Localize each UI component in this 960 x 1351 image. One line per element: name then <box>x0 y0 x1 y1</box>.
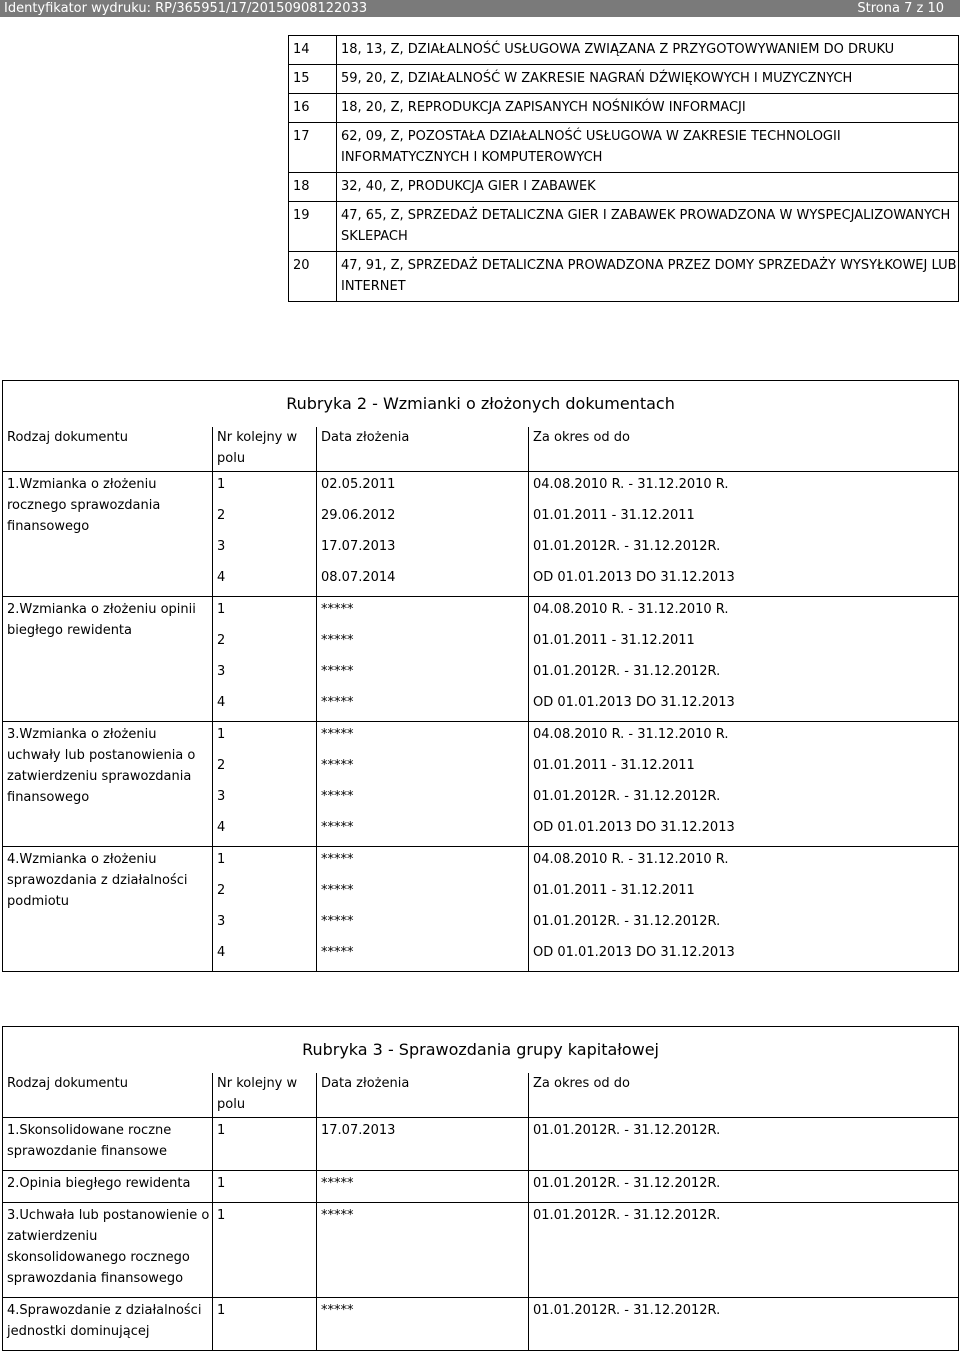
activity-number: 17 <box>289 123 337 173</box>
document-row <box>3 847 959 879</box>
activities-table <box>288 35 959 302</box>
activity-description: 18, 20, Z, REPRODUKCJA ZAPISANYCH NOŚNIKÓW INFORMACJI <box>337 94 959 123</box>
header-doc-type: Rodzaj dokumentu <box>3 427 213 472</box>
document-date: ***** <box>317 722 529 754</box>
group-report-type: 3.Uchwała lub postanowienie o zatwierdzeniu skonsolidowanego rocznego sprawozdania finansowego <box>3 1203 213 1298</box>
document-period: OD 01.01.2013 DO 31.12.2013 <box>529 690 959 722</box>
document-period: 04.08.2010 R. - 31.12.2010 R. <box>529 597 959 629</box>
document-date: 02.05.2011 <box>317 472 529 504</box>
document-date: 08.07.2014 <box>317 565 529 597</box>
group-report-date: 17.07.2013 <box>317 1118 529 1171</box>
document-date: ***** <box>317 878 529 909</box>
activity-number: 20 <box>289 252 337 302</box>
document-date: 17.07.2013 <box>317 534 529 565</box>
print-identifier: Identyfikator wydruku: RP/365951/17/20150908122033 <box>4 1 368 16</box>
document-date: ***** <box>317 628 529 659</box>
header-number: Nr kolejny w polu <box>213 1073 317 1118</box>
group-report-row <box>3 1171 959 1203</box>
document-number: 3 <box>213 784 317 815</box>
document-period: 01.01.2012R. - 31.12.2012R. <box>529 784 959 815</box>
group-report-row <box>3 1203 959 1298</box>
activity-description: 59, 20, Z, DZIAŁALNOŚĆ W ZAKRESIE NAGRAŃ DŹWIĘKOWYCH I MUZYCZNYCH <box>337 65 959 94</box>
document-number: 1 <box>213 597 317 629</box>
document-period: 04.08.2010 R. - 31.12.2010 R. <box>529 472 959 504</box>
activity-number: 14 <box>289 36 337 65</box>
document-date: ***** <box>317 690 529 722</box>
group-report-period: 01.01.2012R. - 31.12.2012R. <box>529 1171 959 1203</box>
document-date: ***** <box>317 815 529 847</box>
header-date: Data złożenia <box>317 1073 529 1118</box>
document-date: ***** <box>317 784 529 815</box>
document-number: 1 <box>213 847 317 879</box>
group-report-number: 1 <box>213 1203 317 1298</box>
activity-row <box>289 36 959 65</box>
document-date: 29.06.2012 <box>317 503 529 534</box>
activity-number: 18 <box>289 173 337 202</box>
document-type: 2.Wzmianka o złożeniu opinii biegłego rewidenta <box>3 597 213 722</box>
document-date: ***** <box>317 753 529 784</box>
document-period: 01.01.2011 - 31.12.2011 <box>529 753 959 784</box>
activity-description: 62, 09, Z, POZOSTAŁA DZIAŁALNOŚĆ USŁUGOWA W ZAKRESIE TECHNOLOGII INFORMATYCZNYCH I KOMPUTEROWYCH <box>337 123 959 173</box>
document-period: 01.01.2011 - 31.12.2011 <box>529 503 959 534</box>
document-date: ***** <box>317 847 529 879</box>
activity-row <box>289 202 959 252</box>
document-number: 4 <box>213 940 317 972</box>
activity-number: 15 <box>289 65 337 94</box>
group-reports-table <box>2 1026 959 1351</box>
document-number: 2 <box>213 503 317 534</box>
group-report-period: 01.01.2012R. - 31.12.2012R. <box>529 1298 959 1351</box>
group-report-type: 2.Opinia biegłego rewidenta <box>3 1171 213 1203</box>
document-period: OD 01.01.2013 DO 31.12.2013 <box>529 565 959 597</box>
document-period: 04.08.2010 R. - 31.12.2010 R. <box>529 722 959 754</box>
activity-row <box>289 123 959 173</box>
document-row <box>3 597 959 629</box>
document-type: 4.Wzmianka o złożeniu sprawozdania z działalności podmiotu <box>3 847 213 972</box>
activity-description: 32, 40, Z, PRODUKCJA GIER I ZABAWEK <box>337 173 959 202</box>
activity-row <box>289 173 959 202</box>
header-date: Data złożenia <box>317 427 529 472</box>
document-number: 4 <box>213 690 317 722</box>
group-report-date: ***** <box>317 1203 529 1298</box>
document-period: 01.01.2011 - 31.12.2011 <box>529 628 959 659</box>
print-header <box>0 0 960 17</box>
document-number: 3 <box>213 909 317 940</box>
group-report-number: 1 <box>213 1298 317 1351</box>
activity-row <box>289 252 959 302</box>
activity-row <box>289 65 959 94</box>
document-number: 3 <box>213 659 317 690</box>
group-report-date: ***** <box>317 1298 529 1351</box>
document-number: 2 <box>213 753 317 784</box>
document-date: ***** <box>317 909 529 940</box>
document-type: 1.Wzmianka o złożeniu rocznego sprawozdania finansowego <box>3 472 213 597</box>
document-period: 01.01.2012R. - 31.12.2012R. <box>529 659 959 690</box>
activity-row <box>289 94 959 123</box>
document-period: 01.01.2012R. - 31.12.2012R. <box>529 534 959 565</box>
group-report-type: 1.Skonsolidowane roczne sprawozdanie finansowe <box>3 1118 213 1171</box>
activity-description: 18, 13, Z, DZIAŁALNOŚĆ USŁUGOWA ZWIĄZANA Z PRZYGOTOWYWANIEM DO DRUKU <box>337 36 959 65</box>
activity-number: 16 <box>289 94 337 123</box>
document-period: 01.01.2011 - 31.12.2011 <box>529 878 959 909</box>
group-report-date: ***** <box>317 1171 529 1203</box>
document-date: ***** <box>317 940 529 972</box>
document-number: 3 <box>213 534 317 565</box>
document-period: OD 01.01.2013 DO 31.12.2013 <box>529 815 959 847</box>
group-report-row <box>3 1298 959 1351</box>
activity-description: 47, 91, Z, SPRZEDAŻ DETALICZNA PROWADZONA PRZEZ DOMY SPRZEDAŻY WYSYŁKOWEJ LUB INTERNET <box>337 252 959 302</box>
group-report-period: 01.01.2012R. - 31.12.2012R. <box>529 1118 959 1171</box>
header-period: Za okres od do <box>529 1073 959 1118</box>
document-period: OD 01.01.2013 DO 31.12.2013 <box>529 940 959 972</box>
document-period: 04.08.2010 R. - 31.12.2010 R. <box>529 847 959 879</box>
document-number: 2 <box>213 628 317 659</box>
header-period: Za okres od do <box>529 427 959 472</box>
document-number: 4 <box>213 565 317 597</box>
document-number: 1 <box>213 472 317 504</box>
group-report-number: 1 <box>213 1171 317 1203</box>
document-number: 1 <box>213 722 317 754</box>
activity-number: 19 <box>289 202 337 252</box>
document-number: 2 <box>213 878 317 909</box>
document-period: 01.01.2012R. - 31.12.2012R. <box>529 909 959 940</box>
group-report-period: 01.01.2012R. - 31.12.2012R. <box>529 1203 959 1298</box>
document-number: 4 <box>213 815 317 847</box>
page-number: Strona 7 z 10 <box>857 1 944 16</box>
group-report-type: 4.Sprawozdanie z działalności jednostki dominującej <box>3 1298 213 1351</box>
group-report-row <box>3 1118 959 1171</box>
document-date: ***** <box>317 597 529 629</box>
document-row <box>3 722 959 754</box>
section3-title: Rubryka 3 - Sprawozdania grupy kapitałowej <box>3 1027 959 1074</box>
header-doc-type: Rodzaj dokumentu <box>3 1073 213 1118</box>
documents-table <box>2 380 959 972</box>
document-row <box>3 472 959 504</box>
section2-title: Rubryka 2 - Wzmianki o złożonych dokumentach <box>3 381 959 428</box>
group-report-number: 1 <box>213 1118 317 1171</box>
document-type: 3.Wzmianka o złożeniu uchwały lub postanowienia o zatwierdzeniu sprawozdania finansowego <box>3 722 213 847</box>
activity-description: 47, 65, Z, SPRZEDAŻ DETALICZNA GIER I ZABAWEK PROWADZONA W WYSPECJALIZOWANYCH SKLEPACH <box>337 202 959 252</box>
header-number: Nr kolejny w polu <box>213 427 317 472</box>
document-date: ***** <box>317 659 529 690</box>
